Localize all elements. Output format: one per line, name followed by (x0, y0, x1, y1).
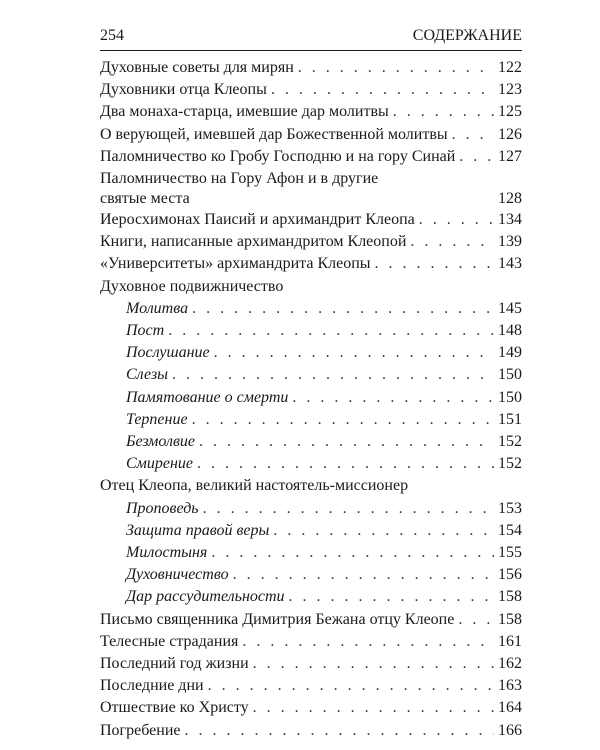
dot-leader (214, 343, 494, 363)
toc-entry[interactable] (100, 210, 522, 230)
toc-entry[interactable] (100, 254, 522, 274)
toc-entry-page: 154 (498, 521, 522, 539)
toc-entry[interactable] (100, 676, 522, 696)
toc-entry-page: 164 (498, 699, 522, 717)
toc-entry-page: 145 (498, 299, 522, 317)
toc-entry[interactable] (100, 721, 522, 741)
toc-entry-page: 161 (498, 632, 522, 650)
toc-subentry[interactable] (126, 321, 522, 341)
toc-entry-title: Духовные советы для мирян (100, 59, 294, 76)
dot-leader (459, 147, 494, 167)
toc-entry-page: 143 (498, 255, 522, 273)
toc-entry[interactable] (100, 654, 522, 674)
toc-subentry-title: Защита правой веры (126, 521, 270, 539)
dot-leader (298, 58, 494, 78)
toc-entry[interactable] (100, 632, 522, 652)
toc-entry-page: 126 (498, 125, 522, 143)
dot-leader (273, 521, 494, 541)
toc-entry[interactable] (100, 232, 522, 252)
toc-subentry[interactable] (126, 587, 522, 607)
toc-entry[interactable] (100, 610, 522, 630)
toc-entry-title: Отшествие ко Христу (100, 699, 249, 717)
toc-subentry[interactable] (126, 388, 522, 408)
toc-subentry[interactable] (126, 499, 522, 519)
toc-entry-title: Последние дни (100, 677, 204, 695)
running-title: СОДЕРЖАНИЕ (412, 27, 522, 44)
toc-entry-page: 158 (498, 588, 522, 606)
toc-subentry-title: Дар рассудительности (126, 588, 285, 606)
dot-leader (292, 388, 494, 408)
toc-entry-page: 150 (498, 366, 522, 384)
dot-leader (393, 102, 494, 122)
toc-entry-title-line1: Паломничество на Гору Афон и в другие (100, 170, 379, 187)
toc-entry-page: 123 (498, 81, 522, 99)
toc-subentry-title: Памятование о смерти (126, 388, 289, 406)
page-number: 254 (100, 27, 124, 44)
toc-entry-page: 122 (498, 59, 522, 76)
toc-entry-title: О верующей, имевшей дар Божественной молитвы (100, 125, 448, 143)
toc-entry-page: 151 (498, 410, 522, 428)
toc-entry-page: 153 (498, 499, 522, 517)
toc-entry-title-block (100, 169, 378, 209)
toc-entry-page: 166 (498, 721, 522, 739)
toc-subentry-title: Пост (126, 322, 165, 340)
dot-leader (271, 80, 494, 100)
toc-entry-page: 139 (498, 233, 522, 251)
toc-entry-page: 150 (498, 388, 522, 406)
toc-entry-page: 148 (498, 322, 522, 340)
toc-subentry-title: Смирение (126, 455, 194, 473)
toc-subentry[interactable] (126, 565, 522, 585)
toc-entry[interactable] (100, 698, 522, 718)
toc-entry-title: Паломничество ко Гробу Господню и на гору Синай (100, 147, 456, 165)
dot-leader (458, 610, 494, 630)
toc-subentry-title: Терпение (126, 410, 188, 428)
dot-leader (253, 654, 494, 674)
toc-entry-title: Иеросхимонах Паисий и архимандрит Клеопа (100, 211, 415, 229)
toc-subentry-title: Молитва (126, 299, 189, 317)
dot-leader (197, 454, 494, 474)
dot-leader (419, 210, 494, 230)
dot-leader (168, 321, 494, 341)
toc-entry-page: 158 (498, 610, 522, 628)
toc-subentry[interactable] (126, 299, 522, 319)
toc-entry-title: Два монаха-старца, имевшие дар молитвы (100, 103, 389, 121)
toc-entry-page: 128 (498, 190, 522, 207)
dot-leader (452, 125, 494, 145)
dot-leader (203, 499, 494, 519)
dot-leader (375, 254, 494, 274)
toc-entry-title-line2: святые места (100, 190, 190, 207)
toc-subentry-title: Проповедь (126, 499, 199, 517)
toc-subentry-title: Слезы (126, 366, 169, 384)
toc-entry-page: 162 (498, 655, 522, 673)
toc-entry[interactable] (100, 125, 522, 145)
toc-subentry-title: Милостыня (126, 544, 208, 562)
toc-entry-page: 163 (498, 677, 522, 695)
dot-leader (199, 432, 494, 452)
toc-entry[interactable] (100, 102, 522, 122)
toc-subentry[interactable] (126, 343, 522, 363)
toc-entry-title: Погребение (100, 721, 181, 739)
dot-leader (192, 299, 494, 319)
toc-entry[interactable] (100, 169, 522, 209)
toc-section-title: Отец Клеопа, великий настоятель-миссионер (100, 477, 409, 495)
dot-leader (172, 365, 494, 385)
toc-subentry[interactable] (126, 521, 522, 541)
dot-leader (192, 410, 494, 430)
dot-leader (289, 587, 494, 607)
toc-section-heading[interactable] (100, 277, 522, 297)
toc-entry-page: 127 (498, 147, 522, 165)
toc-entry-title: Телесные страдания (100, 632, 239, 650)
dot-leader (184, 721, 494, 741)
toc-subentry[interactable] (126, 410, 522, 430)
toc-entry-title: Книги, написанные архимандритом Клеопой (100, 233, 407, 251)
toc-subentry-title: Послушание (126, 344, 210, 362)
toc-subentry-title: Безмолвие (126, 433, 196, 451)
toc-entry-page: 156 (498, 566, 522, 584)
toc-entry-title: Последний год жизни (100, 655, 249, 673)
toc-entry-title: Духовники отца Клеопы (100, 81, 267, 99)
toc-entry-title: Письмо священника Димитрия Бежана отцу Клеопе (100, 610, 455, 628)
dot-leader (233, 565, 494, 585)
toc-subentry[interactable] (126, 432, 522, 452)
toc-subentry[interactable] (126, 454, 522, 474)
toc-entry[interactable] (100, 80, 522, 100)
toc-entry-page: 155 (498, 544, 522, 562)
toc-entry-page: 149 (498, 344, 522, 362)
toc-subentry[interactable] (126, 543, 522, 563)
dot-leader (242, 632, 494, 652)
toc-entry-page: 125 (498, 103, 522, 121)
toc-section-title: Духовное подвижничество (100, 277, 284, 295)
toc-subentry-title: Духовничество (126, 566, 229, 584)
toc-entry-page: 134 (498, 211, 522, 229)
toc-section-heading[interactable] (100, 476, 522, 496)
dot-leader (253, 698, 494, 718)
toc-subentry[interactable] (126, 365, 522, 385)
dot-leader (410, 232, 494, 252)
toc-entry-title: «Университеты» архимандрита Клеопы (100, 255, 371, 273)
toc-entry-page: 152 (498, 455, 522, 473)
toc-entry-page: 152 (498, 433, 522, 451)
dot-leader (208, 676, 494, 696)
dot-leader (211, 543, 494, 563)
toc-entry[interactable] (100, 147, 522, 167)
toc-entry[interactable] (100, 58, 522, 78)
